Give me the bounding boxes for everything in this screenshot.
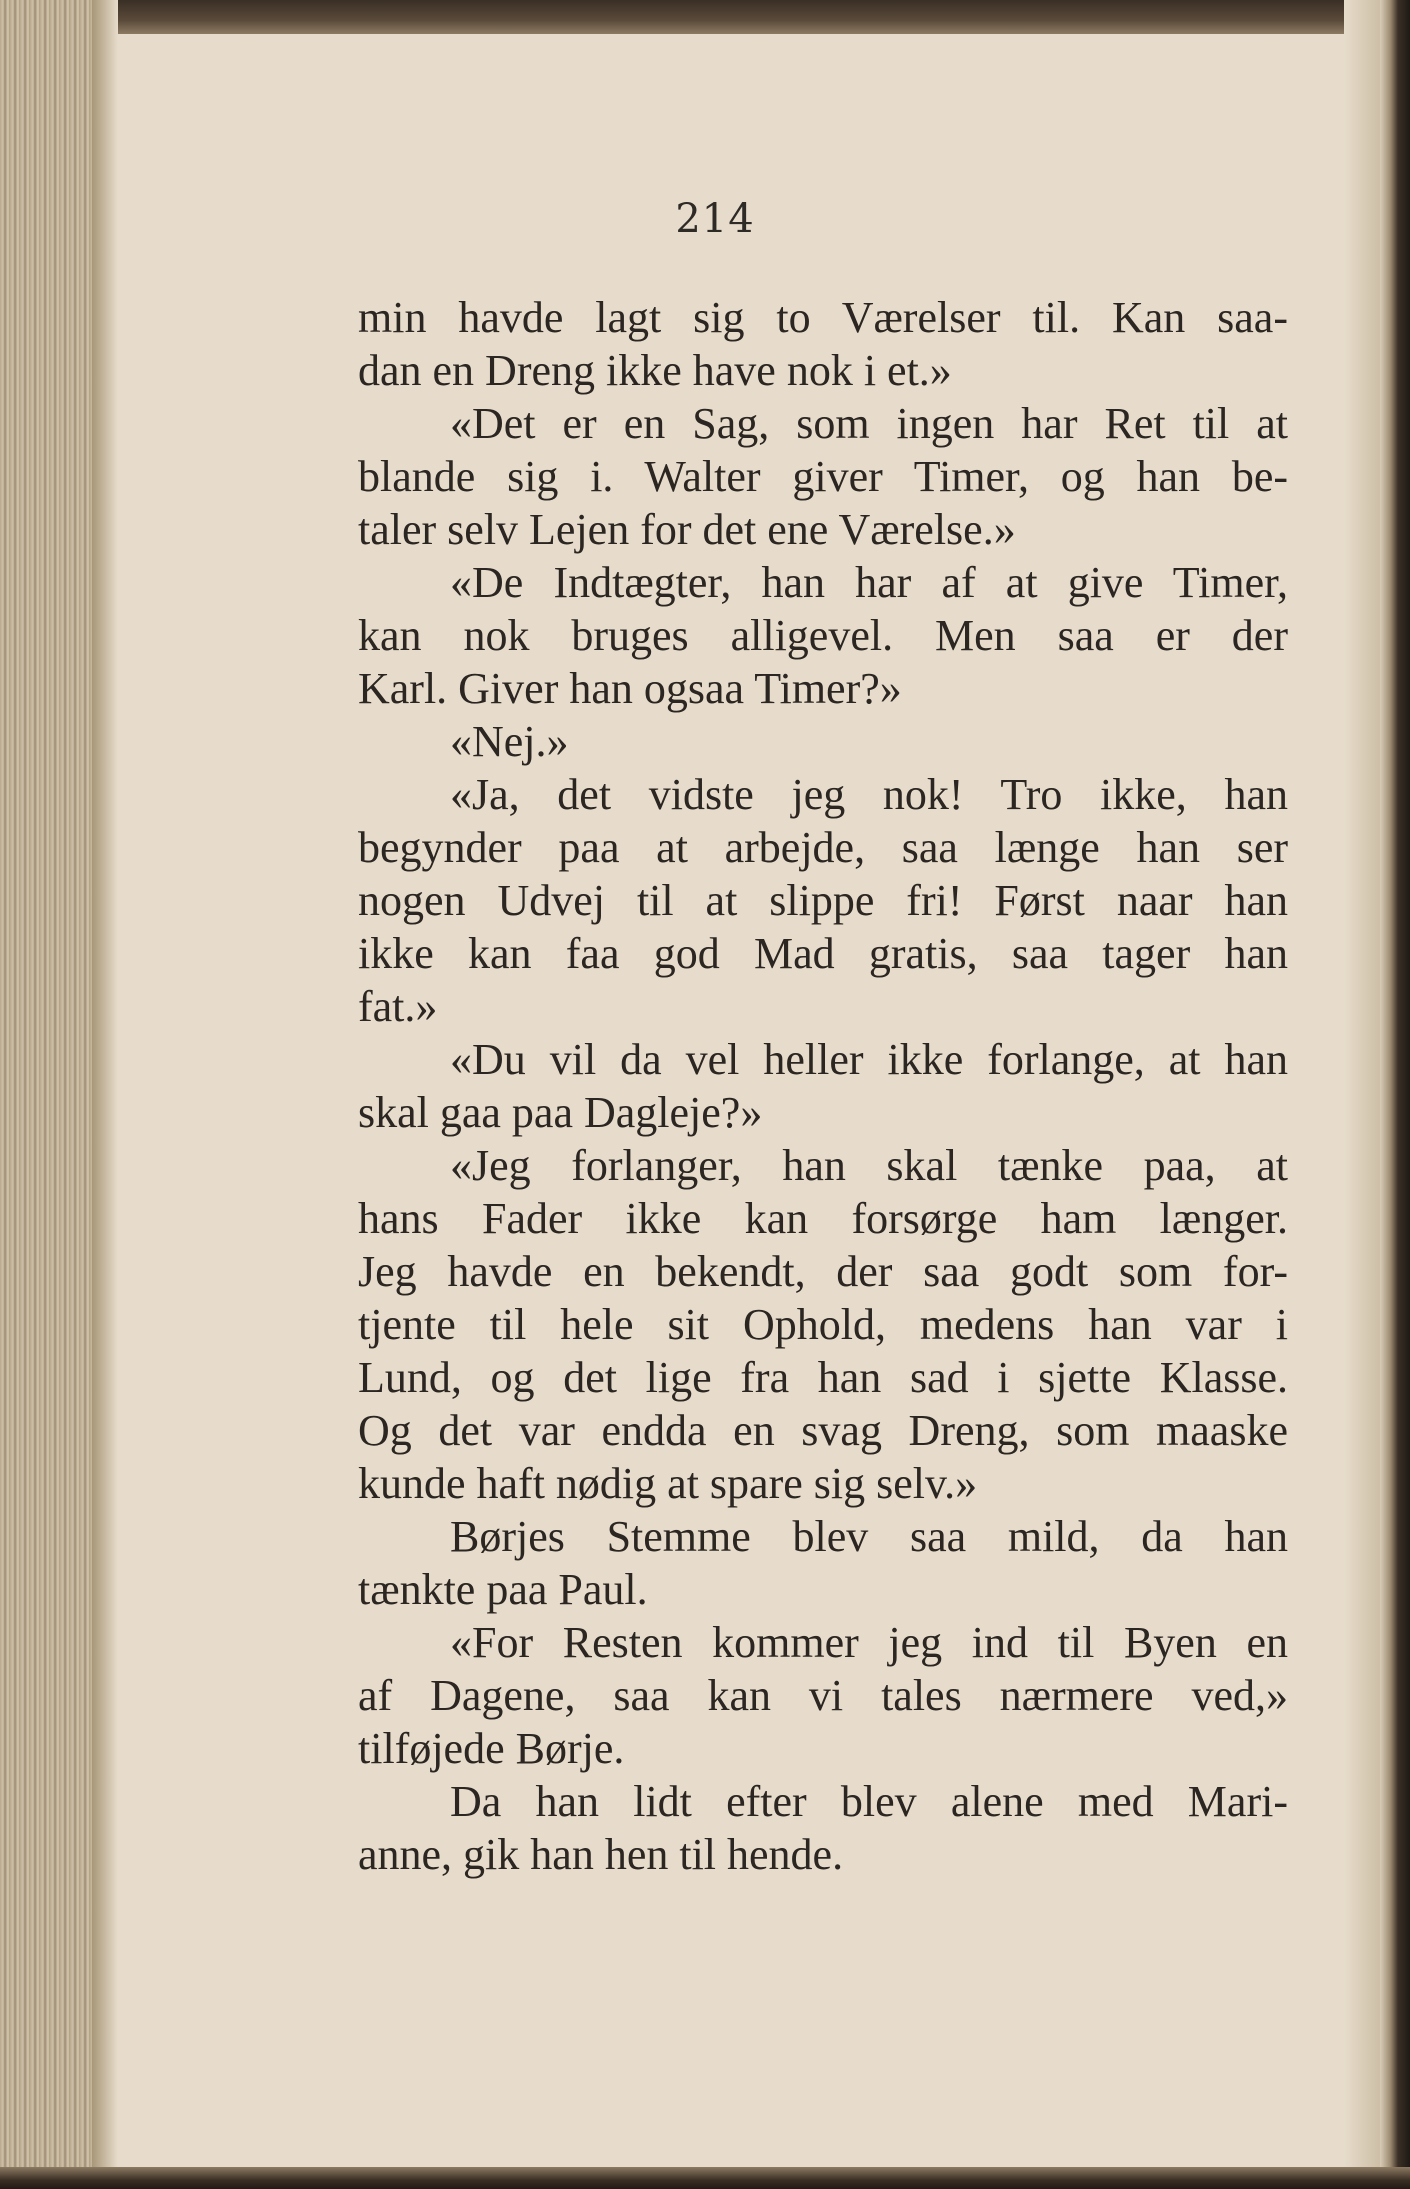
text-line: «Nej.» — [450, 717, 569, 766]
text-line: nogen Udvej til at slippe fri! Først naar han — [358, 876, 1288, 925]
text-line: «Jeg forlanger, han skal tænke paa, at — [450, 1141, 1288, 1190]
text-line: taler selv Lejen for det ene Værelse.» — [358, 505, 1016, 554]
text-line: af Dagene, saa kan vi tales nærmere ved,» — [358, 1671, 1288, 1720]
text-line: ikke kan faa god Mad gratis, saa tager han — [358, 929, 1288, 978]
text-line: skal gaa paa Dagleje?» — [358, 1088, 763, 1137]
text-line: tjente til hele sit Ophold, medens han var i — [358, 1300, 1288, 1349]
text-line: fat.» — [358, 982, 438, 1031]
text-line: kan nok bruges alligevel. Men saa er der — [358, 611, 1288, 660]
left-gutter-shadow — [92, 0, 118, 2189]
text-line: blande sig i. Walter giver Timer, og han be- — [358, 452, 1288, 501]
text-line: Karl. Giver han ogsaa Timer?» — [358, 664, 902, 713]
text-line: Og det var endda en svag Dreng, som maaske — [358, 1406, 1288, 1455]
text-line: kunde haft nødig at spare sig selv.» — [358, 1459, 978, 1508]
text-line: dan en Dreng ikke have nok i et.» — [358, 346, 952, 395]
left-page-stack — [0, 0, 92, 2189]
text-line: «Ja, det vidste jeg nok! Tro ikke, han — [450, 770, 1288, 819]
text-line: Lund, og det lige fra han sad i sjette Klasse. — [358, 1353, 1288, 1402]
text-line: «De Indtægter, han har af at give Timer, — [450, 558, 1288, 607]
text-line: Børjes Stemme blev saa mild, da han — [450, 1512, 1288, 1561]
text-line: begynder paa at arbejde, saa længe han ser — [358, 823, 1288, 872]
text-line: «Du vil da vel heller ikke forlange, at han — [450, 1035, 1288, 1084]
top-edge-shadow — [0, 0, 1410, 34]
text-line: min havde lagt sig to Værelser til. Kan saa- — [358, 293, 1288, 342]
text-line: tilføjede Børje. — [358, 1724, 625, 1773]
right-gutter-shade — [1344, 0, 1380, 2189]
text-line: hans Fader ikke kan forsørge ham længer. — [358, 1194, 1288, 1243]
page-number: 214 — [675, 196, 755, 242]
text-line: Da han lidt efter blev alene med Mari- — [450, 1777, 1288, 1826]
body-text — [358, 291, 1288, 1881]
right-binding-edge — [1380, 0, 1410, 2189]
text-line: anne, gik han hen til hende. — [358, 1830, 844, 1879]
text-line: tænkte paa Paul. — [358, 1565, 648, 1614]
text-line: «For Resten kommer jeg ind til Byen en — [450, 1618, 1288, 1667]
text-line: «Det er en Sag, som ingen har Ret til at — [450, 399, 1288, 448]
bottom-edge-shadow — [0, 2167, 1410, 2189]
text-line: Jeg havde en bekendt, der saa godt som for- — [358, 1247, 1288, 1296]
